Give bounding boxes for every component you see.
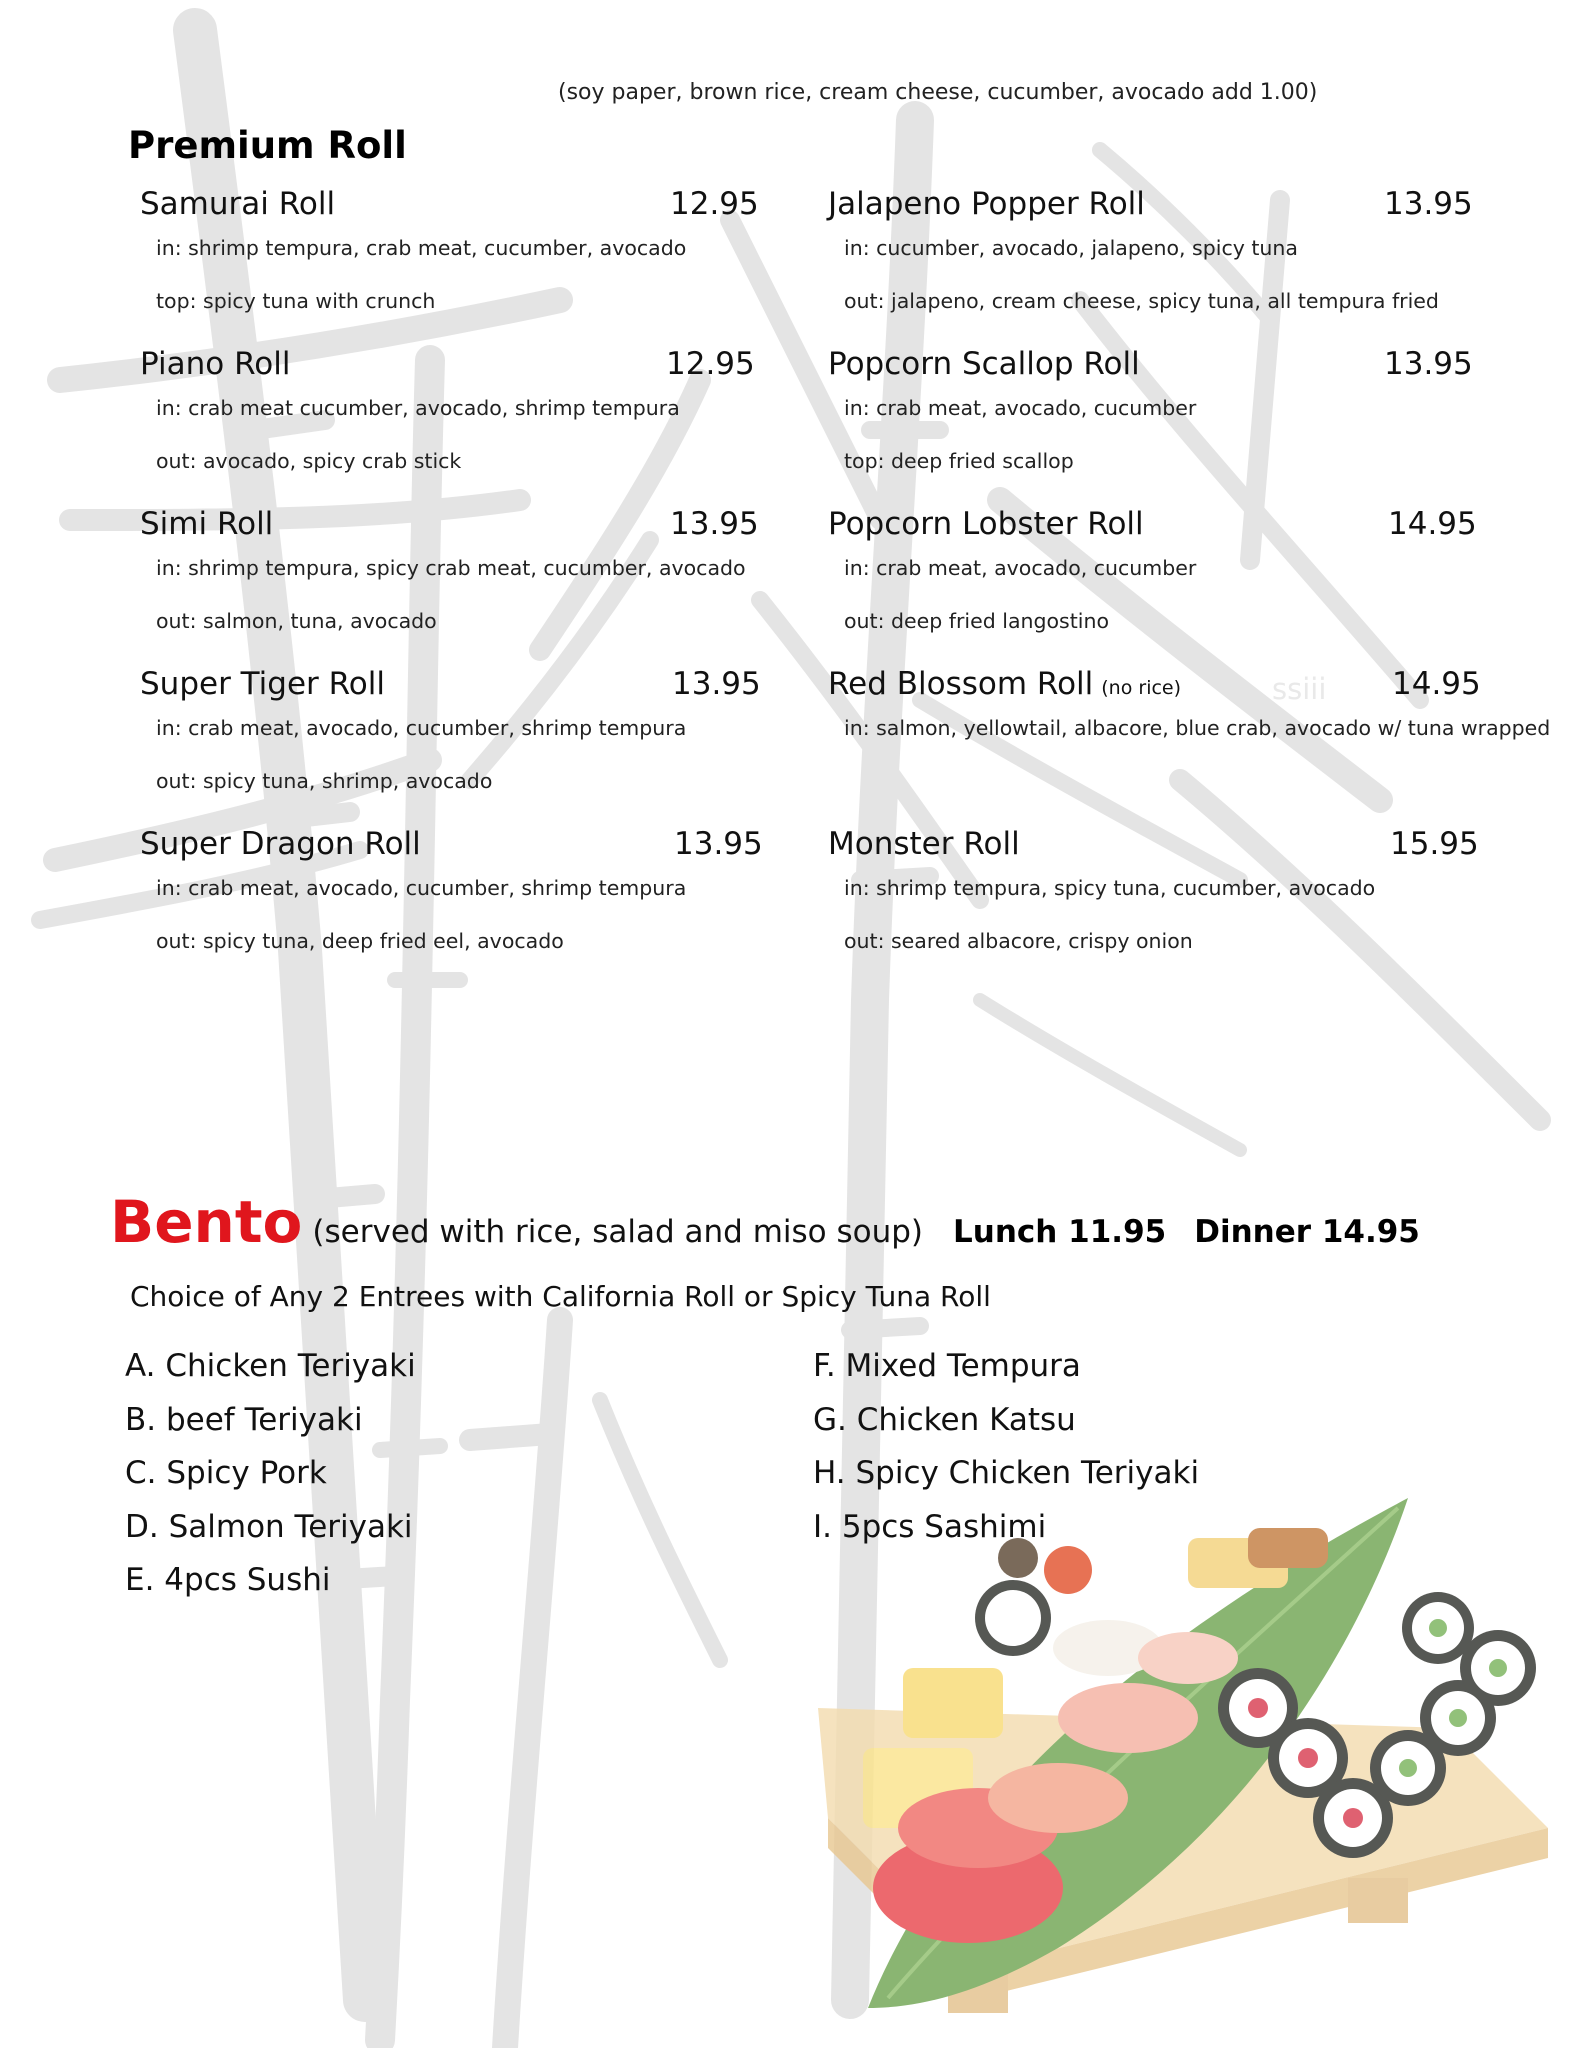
item-name: Jalapeno Popper Roll	[828, 186, 1145, 222]
item-price: 12.95	[670, 186, 759, 222]
item-name: Piano Roll	[140, 346, 291, 382]
item-ingredients-out: out: deep fried langostino	[844, 609, 1109, 633]
menu-item-simi-roll	[140, 506, 780, 656]
item-ingredients-in: in: crab meat, avocado, cucumber	[844, 396, 1197, 420]
item-name: Simi Roll	[140, 506, 274, 542]
sushi-platter-image	[808, 1498, 1548, 2018]
item-ingredients-in: in: shrimp tempura, spicy crab meat, cucumber, avocado	[156, 556, 746, 580]
item-ingredients-in: in: shrimp tempura, crab meat, cucumber, avocado	[156, 236, 687, 260]
entree-item: H. Spicy Chicken Teriyaki	[813, 1455, 1200, 1491]
entree-item: C. Spicy Pork	[125, 1455, 327, 1491]
item-ingredients-out: out: salmon, tuna, avocado	[156, 609, 437, 633]
menu-item-samurai-roll	[140, 186, 780, 336]
entree-item: F. Mixed Tempura	[813, 1348, 1081, 1384]
item-ingredients-in: in: cucumber, avocado, jalapeno, spicy tuna	[844, 236, 1298, 260]
item-ingredients-in: in: crab meat, avocado, cucumber, shrimp tempura	[156, 716, 687, 740]
item-ingredients-out: out: seared albacore, crispy onion	[844, 929, 1193, 953]
item-price: 13.95	[1384, 186, 1473, 222]
bento-dinner-price: Dinner 14.95	[1194, 1214, 1420, 1250]
item-name	[828, 666, 1181, 702]
item-price: 15.95	[1390, 826, 1479, 862]
bento-title: Bento	[110, 1188, 303, 1256]
bento-entree-list-right	[813, 1340, 1199, 1554]
item-price: 14.95	[1388, 506, 1477, 542]
item-ingredients-in: in: crab meat, avocado, cucumber, shrimp tempura	[156, 876, 687, 900]
item-ingredients-out: out: avocado, spicy crab stick	[156, 449, 462, 473]
item-price: 13.95	[1384, 346, 1473, 382]
item-name: Super Tiger Roll	[140, 666, 385, 702]
item-ingredients-out: top: deep fried scallop	[844, 449, 1074, 473]
menu-item-popcorn-lobster-roll	[828, 506, 1508, 656]
item-price: 13.95	[674, 826, 763, 862]
menu-item-piano-roll	[140, 346, 780, 496]
item-name: Popcorn Lobster Roll	[828, 506, 1144, 542]
bento-header	[110, 1188, 1420, 1256]
item-name: Samurai Roll	[140, 186, 336, 222]
menu-item-jalapeno-popper-roll	[828, 186, 1508, 336]
bento-entree-list-left	[125, 1340, 416, 1608]
bento-lunch-price: Lunch 11.95	[953, 1214, 1167, 1250]
menu-item-super-dragon-roll	[140, 826, 780, 976]
custom-roll-addon-note: (soy paper, brown rice, cream cheese, cucumber, avocado add 1.00)	[558, 80, 1318, 105]
menu-item-monster-roll	[828, 826, 1508, 976]
item-ingredients-out: top: spicy tuna with crunch	[156, 289, 436, 313]
entree-item: I. 5pcs Sashimi	[813, 1508, 1047, 1545]
item-price: 13.95	[672, 666, 761, 702]
item-ingredients-in: in: crab meat, avocado, cucumber	[844, 556, 1197, 580]
menu-item-popcorn-scallop-roll	[828, 346, 1508, 496]
item-price: 13.95	[670, 506, 759, 542]
item-ingredients-out: out: spicy tuna, deep fried eel, avocado	[156, 929, 564, 953]
item-name: Super Dragon Roll	[140, 826, 421, 862]
item-ingredients-in: in: shrimp tempura, spicy tuna, cucumber, avocado	[844, 876, 1376, 900]
entree-item: B. beef Teriyaki	[125, 1401, 363, 1438]
faint-background-text: ssiii	[1272, 672, 1327, 706]
item-ingredients-in: in: crab meat cucumber, avocado, shrimp tempura	[156, 396, 680, 420]
entree-item: A. Chicken Teriyaki	[125, 1348, 416, 1384]
item-ingredients-out: out: spicy tuna, shrimp, avocado	[156, 769, 493, 793]
item-ingredients-out: out: jalapeno, cream cheese, spicy tuna, all tempura fried	[844, 289, 1439, 313]
item-name-text: Red Blossom Roll	[828, 666, 1094, 702]
item-price: 12.95	[666, 346, 755, 382]
entree-item: E. 4pcs Sushi	[125, 1562, 331, 1598]
menu-item-super-tiger-roll	[140, 666, 780, 816]
entree-item: G. Chicken Katsu	[813, 1401, 1076, 1438]
bento-subtitle: (served with rice, salad and miso soup)	[312, 1214, 924, 1250]
bento-choice-note: Choice of Any 2 Entrees with California Roll or Spicy Tuna Roll	[130, 1280, 991, 1313]
item-name: Popcorn Scallop Roll	[828, 346, 1140, 382]
entree-item: D. Salmon Teriyaki	[125, 1508, 413, 1545]
menu-item-red-blossom-roll	[828, 666, 1551, 816]
item-name: Monster Roll	[828, 826, 1020, 862]
item-price: 14.95	[1392, 666, 1481, 702]
item-ingredients-in: in: salmon, yellowtail, albacore, blue crab, avocado w/ tuna wrapped	[844, 716, 1551, 740]
premium-roll-heading: Premium Roll	[128, 124, 407, 167]
no-rice-tag: (no rice)	[1101, 677, 1182, 699]
